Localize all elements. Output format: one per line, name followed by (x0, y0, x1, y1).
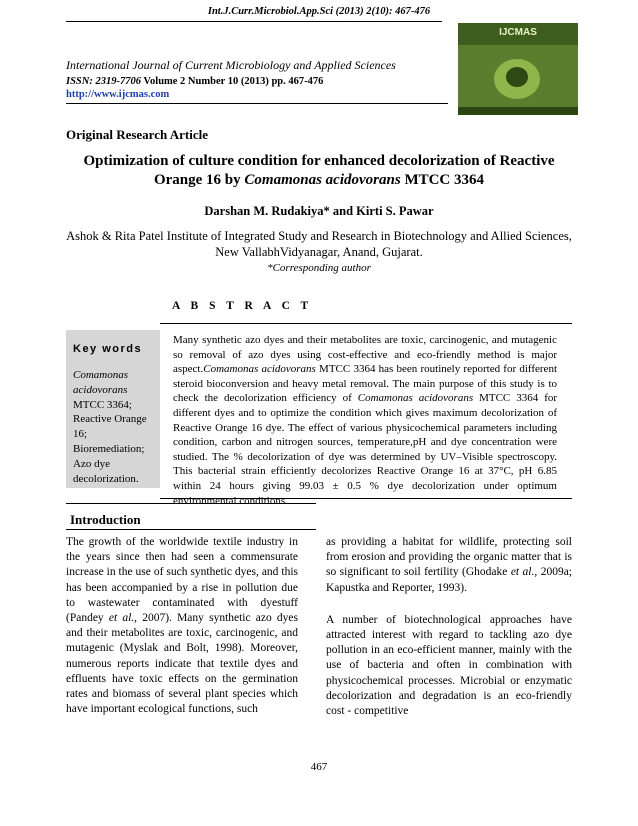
issn-label: ISSN: 2319-7706 (66, 76, 141, 87)
abstract-text: Many synthetic azo dyes and their metabolites are toxic, carcinogenic, and mutagenic so removal of azo dyes using cost-effective and eco-friendly method is major aspect.Comamonas acidovorans MTCC 3364 has been routinely reported for different steroid bioconversion and heavy metal removal. The main purpose of this study is to check the decolorization efficiency of Comamonas acidovorans MTCC 3364 for different dyes and to optimize the condition which gives maximum decolorization of Reactive Orange 16 dye. The effect of various physicochemical parameters including condition, carbon and nitrogen sources, temperature,pH and dye concentration were studied. The % decolorization of dye was determined by UV–Visible spectroscopy. This bacterial strain efficiently decolorizes Reactive Orange 16 at 37°C, pH 6.85 within 24 hours giving 99.03 ± 0.5 % dye decolorization under optimum environmental conditions. (173, 334, 558, 507)
abstract-bottom-rule (160, 498, 572, 499)
issn-volume: Volume 2 Number 10 (2013) pp. 467-476 (140, 76, 324, 87)
keywords-list (73, 368, 157, 486)
introduction-heading: Introduction (70, 512, 141, 527)
paragraph: as providing a habitat for wildlife, protecting soil from erosion and providing the organic matter that is so significant to soil fertility (Ghodake et al., 2009a; Kapustka and Reporter, 1993). (326, 536, 572, 594)
introduction-top-rule (66, 503, 316, 504)
abstract-heading: A B S T R A C T (172, 300, 313, 312)
abstract-rule (160, 323, 572, 324)
journal-cover-image (458, 23, 578, 115)
cover-molecule-core (506, 67, 528, 87)
issn-line (66, 76, 323, 87)
body-column-right (326, 535, 572, 719)
journal-rule (66, 103, 448, 104)
introduction-bottom-rule (66, 529, 316, 530)
header-rule (66, 21, 442, 22)
authors: Darshan M. Rudakiya* and Kirti S. Pawar (204, 204, 434, 218)
article-type: Original Research Article (66, 127, 209, 142)
affiliation: Ashok & Rita Patel Institute of Integrated Study and Research in Biotechnology and Allied Sciences, New VallabhVidyanagar, Anand, Gujarat. (66, 229, 572, 259)
body-column-left: The growth of the worldwide textile industry in the years since then had seen a commensurate increase in the use of such synthetic dyes, and this has been accompanied by a rise in pollution due to wastewater contaminated with dyestuff (Pandey et al., 2007). Many synthetic azo dyes and their metabolites are toxic, carcinogenic, and mutagenic (Myslak and Bolt, 1998). Moreover, numerous reports indicate that textile dyes and effluents have toxic effects on the germination rates and biomass of several plant species which have important ecological functions, such (66, 536, 298, 716)
journal-url[interactable]: http://www.ijcmas.com (66, 89, 170, 100)
journal-name: International Journal of Current Microbiology and Applied Sciences (66, 58, 396, 72)
title-organism: Comamonas acidovorans (244, 172, 401, 188)
keyword-organism: Comamonas acidovorans (73, 369, 129, 396)
cover-footer-strip (458, 107, 578, 115)
paper-title: Optimization of culture condition for enhanced decolorization of Reactive Orange 16 by Comamonas acidovorans MTCC 3364 (83, 153, 555, 188)
corresponding-author-note: *Corresponding author (267, 262, 371, 274)
cover-title: IJCMAS (499, 27, 537, 38)
running-header-citation: Int.J.Curr.Microbiol.App.Sci (2013) 2(10): 467-476 (207, 6, 431, 17)
keyword-rest: MTCC 3364; Reactive Orange 16; Bioremediation; Azo dye decolorization. (73, 398, 147, 485)
paragraph: A number of biotechnological approaches have attracted interest with regard to tackling azo dye pollution in an eco-efficient manner, mainly with the use of bacteria and often in combination with physicochemical processes. Microbial or enzymatic decolorization and degradation is an eco-friendly cost - competitive (326, 613, 572, 718)
keywords-box (66, 330, 160, 488)
page-number: 467 (310, 761, 328, 773)
keywords-heading: Key words (73, 343, 143, 355)
